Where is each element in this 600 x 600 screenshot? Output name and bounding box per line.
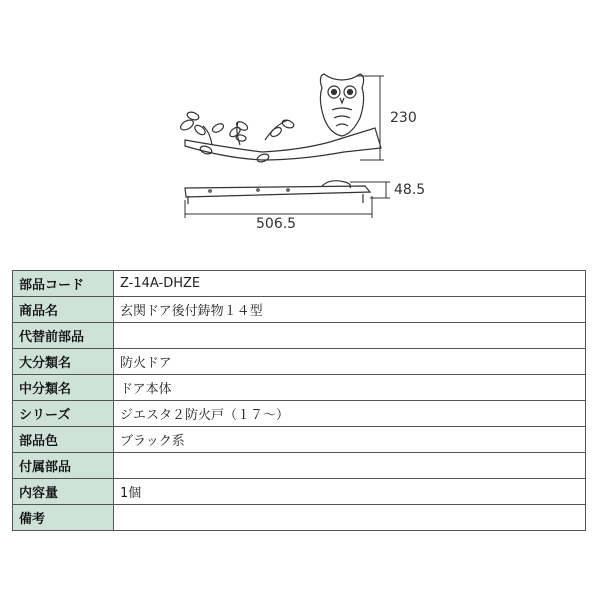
spec-row xyxy=(13,271,586,297)
spec-value: 1個 xyxy=(114,479,586,505)
spec-label: 部品色 xyxy=(13,427,114,453)
width-dimension-lines xyxy=(185,196,372,218)
spec-value: ドア本体 xyxy=(114,375,586,401)
spec-row xyxy=(13,323,586,349)
spec-value: 玄関ドア後付鋳物１４型 xyxy=(114,297,586,323)
height-dimension-label: 230 xyxy=(390,110,417,126)
spec-label: 代替前部品 xyxy=(13,323,114,349)
spec-value: 防火ドア xyxy=(114,349,586,375)
spec-label: 大分類名 xyxy=(13,349,114,375)
spec-row xyxy=(13,505,586,531)
spec-row xyxy=(13,453,586,479)
spec-row xyxy=(13,479,586,505)
spec-label: 内容量 xyxy=(13,479,114,505)
spec-label: シリーズ xyxy=(13,401,114,427)
spec-label: 備考 xyxy=(13,505,114,531)
spec-value: ジエスタ２防火戸（１７～） xyxy=(114,401,586,427)
spec-value: ブラック系 xyxy=(114,427,586,453)
spec-row xyxy=(13,349,586,375)
width-dimension-label: 506.5 xyxy=(256,216,297,232)
depth-dimension-label: 48.5 xyxy=(394,182,426,198)
spec-row xyxy=(13,427,586,453)
spec-label: 付属部品 xyxy=(13,453,114,479)
depth-dimension-lines xyxy=(350,182,390,198)
spec-row xyxy=(13,297,586,323)
spec-value xyxy=(114,453,586,479)
spec-label: 中分類名 xyxy=(13,375,114,401)
owl-on-branch-drawing xyxy=(179,74,381,163)
product-drawing xyxy=(0,0,600,250)
spec-value xyxy=(114,505,586,531)
spec-value xyxy=(114,323,586,349)
spec-label: 部品コード xyxy=(13,271,114,297)
spec-row xyxy=(13,375,586,401)
spec-row xyxy=(13,401,586,427)
spec-label: 商品名 xyxy=(13,297,114,323)
top-view-drawing xyxy=(185,181,370,204)
spec-table-body xyxy=(13,271,586,531)
spec-value: Z-14A-DHZE xyxy=(114,271,586,297)
spec-table xyxy=(12,270,586,531)
